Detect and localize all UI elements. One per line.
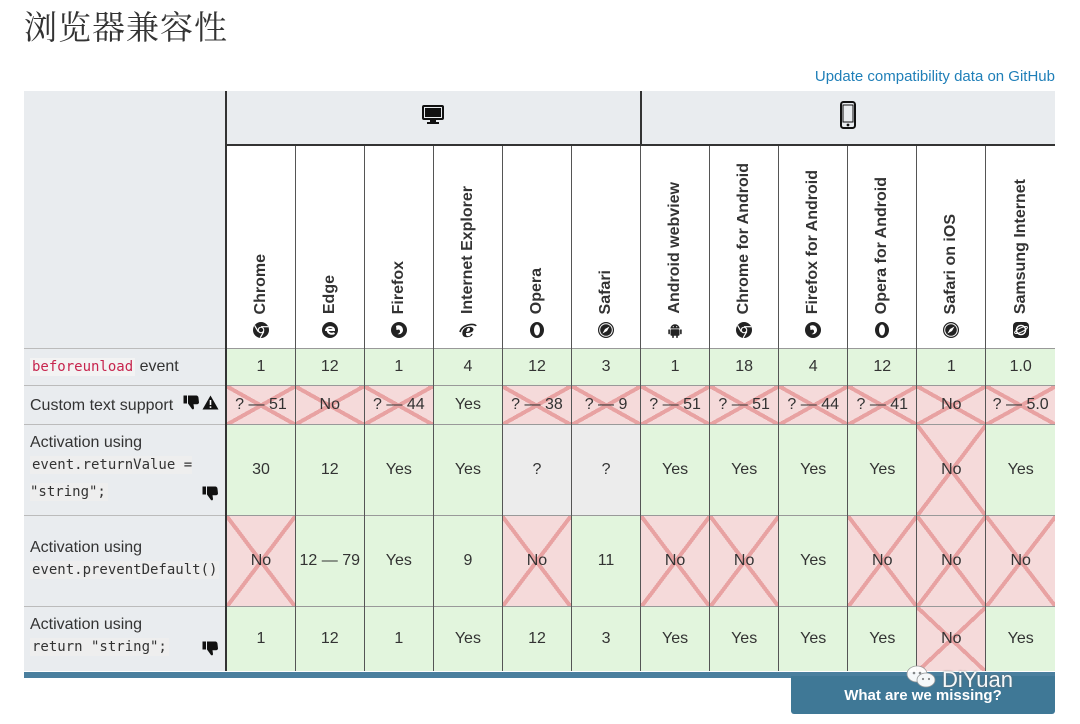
support-cell[interactable]: 12 <box>502 607 571 671</box>
support-cell[interactable]: 12 <box>295 607 364 671</box>
table-row <box>24 516 1055 607</box>
feature-name <box>24 607 226 671</box>
edge-icon <box>320 320 340 340</box>
thumbs-down-icon <box>202 488 219 505</box>
what-are-we-missing-button[interactable]: What are we missing? <box>791 676 1055 714</box>
chrome-icon <box>251 320 271 340</box>
browser-header <box>226 145 295 349</box>
support-cell[interactable]: Yes <box>364 516 433 607</box>
browser-header <box>641 145 710 349</box>
support-cell[interactable]: Yes <box>986 607 1055 671</box>
table-row <box>24 425 1055 516</box>
support-cell[interactable]: 12 <box>295 349 364 386</box>
support-cell[interactable]: 1.0 <box>986 349 1055 386</box>
support-cell[interactable]: ? — 44 <box>364 386 433 425</box>
browser-name: Opera for Android <box>873 176 891 314</box>
browser-name: Edge <box>320 274 338 314</box>
support-cell[interactable]: No <box>226 516 295 607</box>
browser-header <box>364 145 433 349</box>
support-cell[interactable]: 1 <box>364 607 433 671</box>
support-cell[interactable]: No <box>986 516 1055 607</box>
browser-name: Chrome <box>251 253 269 314</box>
browser-header <box>572 145 641 349</box>
browser-header <box>433 145 502 349</box>
support-cell[interactable]: No <box>710 516 779 607</box>
page-title: 浏览器兼容性 <box>24 8 228 47</box>
support-cell[interactable]: 12 <box>295 425 364 516</box>
support-cell[interactable]: No <box>917 516 986 607</box>
wechat-icon <box>906 664 942 696</box>
support-cell[interactable]: ? — 51 <box>226 386 295 425</box>
firefox-icon <box>803 320 823 340</box>
support-cell[interactable]: ? — 38 <box>502 386 571 425</box>
support-cell[interactable]: ? — 41 <box>848 386 917 425</box>
browser-header <box>295 145 364 349</box>
watermark <box>906 664 1013 696</box>
chrome-icon <box>734 320 754 340</box>
support-cell[interactable]: Yes <box>710 425 779 516</box>
support-cell[interactable]: 9 <box>433 516 502 607</box>
support-cell[interactable]: 12 <box>502 349 571 386</box>
support-cell[interactable]: ? — 5.0 <box>986 386 1055 425</box>
table-row <box>24 349 1055 386</box>
feature-code: event.preventDefault() <box>32 561 218 578</box>
browser-name: Firefox <box>389 260 407 314</box>
support-cell[interactable]: 1 <box>226 607 295 671</box>
platform-mobile <box>641 91 1055 145</box>
feature-name <box>24 516 226 607</box>
table-row <box>24 607 1055 671</box>
compat-table <box>24 91 1055 671</box>
support-cell[interactable]: 1 <box>364 349 433 386</box>
browser-name: Chrome for Android <box>735 162 753 314</box>
support-cell[interactable]: No <box>641 516 710 607</box>
feature-code: beforeunload <box>32 359 134 375</box>
support-cell[interactable]: 1 <box>226 349 295 386</box>
browser-header <box>710 145 779 349</box>
opera-icon <box>872 320 892 340</box>
support-cell[interactable]: Yes <box>710 607 779 671</box>
browser-header <box>502 145 571 349</box>
support-cell[interactable]: 4 <box>779 349 848 386</box>
support-cell[interactable]: No <box>502 516 571 607</box>
thumbs-down-icon <box>202 643 219 660</box>
browser-name: Safari on iOS <box>942 213 960 314</box>
warning-icon <box>202 397 219 414</box>
support-cell[interactable]: Yes <box>641 607 710 671</box>
support-cell[interactable]: Yes <box>433 425 502 516</box>
support-cell[interactable]: 12 — 79 <box>295 516 364 607</box>
ie-icon <box>458 320 478 340</box>
browser-header <box>986 145 1055 349</box>
opera-icon <box>527 320 547 340</box>
platform-desktop <box>226 91 640 145</box>
mobile-icon <box>840 116 856 133</box>
feature-name <box>24 386 226 425</box>
support-cell[interactable]: No <box>848 516 917 607</box>
support-cell[interactable]: 3 <box>572 607 641 671</box>
support-cell[interactable]: No <box>917 386 986 425</box>
update-compat-link[interactable]: Update compatibility data on GitHub <box>814 68 1055 85</box>
safari-icon <box>941 320 961 340</box>
feature-text: Activation using <box>30 538 143 556</box>
samsung-internet-icon <box>1011 320 1031 340</box>
feature-text: Activation using <box>30 616 143 634</box>
svg-text:e: e <box>461 321 475 339</box>
support-cell[interactable]: Yes <box>848 607 917 671</box>
browser-name: Samsung Internet <box>1011 178 1029 314</box>
support-cell[interactable]: ? <box>502 425 571 516</box>
feature-name <box>24 425 226 516</box>
feature-code: event.returnValue = "string"; <box>30 457 193 500</box>
support-cell[interactable]: Yes <box>433 607 502 671</box>
support-cell[interactable]: 11 <box>572 516 641 607</box>
support-cell[interactable]: 30 <box>226 425 295 516</box>
support-cell[interactable]: Yes <box>848 425 917 516</box>
support-cell[interactable]: ? — 51 <box>641 386 710 425</box>
browser-header <box>848 145 917 349</box>
compat-table-wrapper <box>24 91 1055 671</box>
support-cell[interactable]: ? — 9 <box>572 386 641 425</box>
table-row <box>24 386 1055 425</box>
table-corner <box>24 91 226 349</box>
browser-name: Firefox for Android <box>804 169 822 314</box>
browser-header <box>917 145 986 349</box>
support-cell[interactable]: ? — 44 <box>779 386 848 425</box>
feature-text: event <box>135 358 179 375</box>
browser-header <box>779 145 848 349</box>
watermark-text: DiYuan <box>942 667 1013 692</box>
support-cell[interactable]: ? <box>572 425 641 516</box>
support-cell[interactable]: Yes <box>779 425 848 516</box>
support-cell[interactable]: 12 <box>848 349 917 386</box>
browser-name: Safari <box>597 269 615 314</box>
support-cell[interactable]: Yes <box>779 607 848 671</box>
support-cell[interactable]: No <box>295 386 364 425</box>
support-cell[interactable]: ? — 51 <box>710 386 779 425</box>
support-cell[interactable]: 1 <box>917 349 986 386</box>
browser-name: Android webview <box>666 182 684 314</box>
firefox-icon <box>389 320 409 340</box>
support-cell[interactable]: 1 <box>641 349 710 386</box>
feature-name <box>24 349 226 386</box>
safari-icon <box>596 320 616 340</box>
support-cell[interactable]: Yes <box>986 425 1055 516</box>
support-cell[interactable]: No <box>917 607 986 671</box>
support-cell[interactable]: Yes <box>641 425 710 516</box>
feature-text: Custom text support <box>30 397 174 414</box>
browser-name: Internet Explorer <box>458 185 476 314</box>
thumbs-down-icon <box>183 397 200 414</box>
support-cell[interactable]: 4 <box>433 349 502 386</box>
support-cell[interactable]: No <box>917 425 986 516</box>
feature-code: return "string"; <box>32 639 167 656</box>
browser-name: Opera <box>527 267 545 314</box>
support-cell[interactable]: 18 <box>710 349 779 386</box>
android-icon <box>665 320 685 340</box>
support-cell[interactable]: Yes <box>779 516 848 607</box>
desktop-icon <box>422 112 444 129</box>
support-cell[interactable]: Yes <box>364 425 433 516</box>
feature-text: Activation using <box>30 434 143 451</box>
support-cell[interactable]: 3 <box>572 349 641 386</box>
support-cell[interactable]: Yes <box>433 386 502 425</box>
